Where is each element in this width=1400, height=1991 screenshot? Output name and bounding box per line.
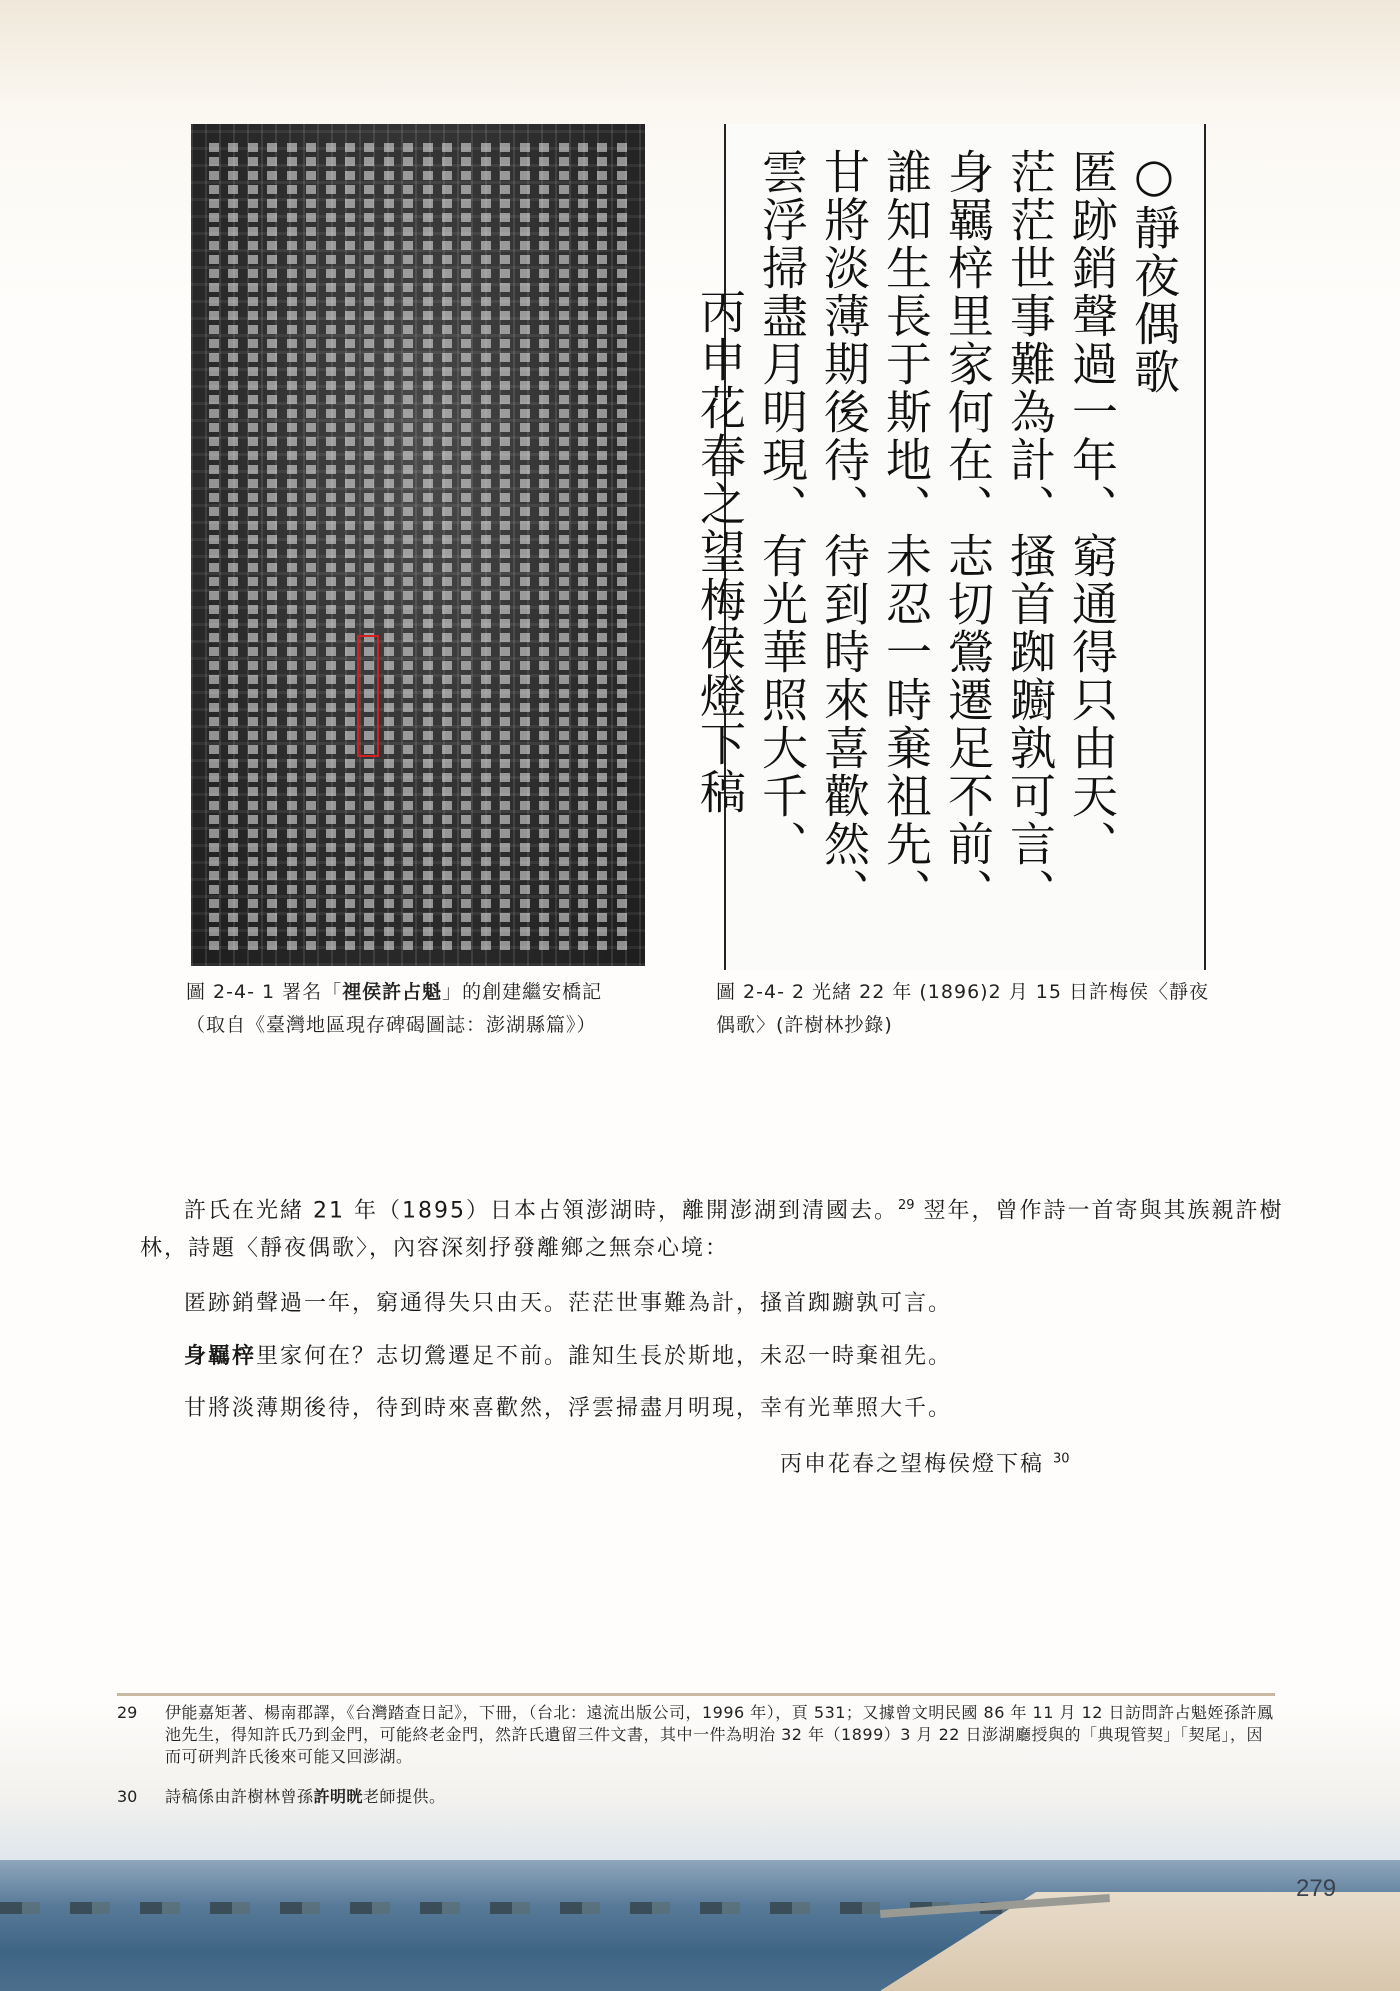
manuscript-column: 誰知生長于斯地、未忍一時棄祖先、 [879,148,933,916]
footnote-30: 30 詩稿係由許樹林曾孫許明晄老師提供。 [117,1787,446,1806]
stele-rubbing-image [191,124,645,966]
poem-signature: 丙申花春之望梅侯燈下稿 $^{30}$ [780,1451,1070,1477]
manuscript-signature: 丙申花春之望梅侯燈下稿 [693,288,747,816]
manuscript-column: 茫茫世事難為計、搔首踟躕孰可言、 [1003,148,1057,916]
footnote-ref[interactable]: 29 [897,1198,915,1213]
manuscript-image [693,124,1206,970]
manuscript-text [686,148,1182,948]
figure-1-caption: 圖 2-4- 1 署名「𥚃侯許占魁」的創建繼安橋記 （取自《臺灣地區現存碑碣圖誌：澎湖縣篇》） [186,981,603,1036]
footnote-divider [117,1693,1275,1696]
poem-line-2: 身羈梓里家何在？志切鶯遷足不前。誰知生長於斯地，未忍一時棄祖先。 [184,1344,953,1369]
highlight-box [357,635,379,757]
body-paragraph: 許氏在光緒 21 年（1895）日本占領澎湖時，離開澎湖到清國去。$^{29}$ 翌年，曾作詩一首寄與其族親許樹林，詩題〈靜夜偶歌〉，內容深刻抒發離鄉之無奈心境： [140,1198,1284,1262]
figure-2-caption: 圖 2-4- 2 光緒 22 年 (1896)2 月 15 日許梅侯〈靜夜偶歌〉(許樹林抄錄) [716,981,1209,1036]
manuscript-title: ○靜夜偶歌 [1127,148,1181,396]
figure-1-source: （取自《臺灣地區現存碑碣圖誌：澎湖縣篇》） [186,1014,597,1036]
footnote-ref[interactable]: 30 [1053,1451,1070,1467]
page-number: 279 [1296,1875,1337,1902]
manuscript-column: 匿跡銷聲過一年、窮通得只由天、 [1065,148,1119,868]
manuscript-column: 身羈梓里家何在、志切鶯遷足不前、 [941,148,995,916]
poem-line-3: 甘將淡薄期後待，待到時來喜歡然，浮雲掃盡月明現，幸有光華照大千。 [184,1396,953,1421]
poem-line-1: 匿跡銷聲過一年，窮通得失只由天。茫茫世事難為計，搔首踟躕孰可言。 [184,1291,953,1316]
manuscript-column: 甘將淡薄期後待、待到時來喜歡然、 [817,148,871,916]
manuscript-column: 雲浮掃盡月明現、有光華照大千、 [755,148,809,868]
footnote-29: 29 伊能嘉矩著、楊南郡譯，《台灣踏查日記》，下冊，（台北：遠流出版公司，1996 年），頁 531；又據曾文明民國 86 年 11 月 12 日訪問許占魁姪孫許鳳池先生，得知許氏乃到金門，可能終老金門，然許氏遺留三件文書，其中一件為明治 32 年（1899）3 月 22 日澎湖廳授與的「典現管契」「契尾」，因而可研判許氏後來可能又回澎湖。 [117,1703,1274,1766]
